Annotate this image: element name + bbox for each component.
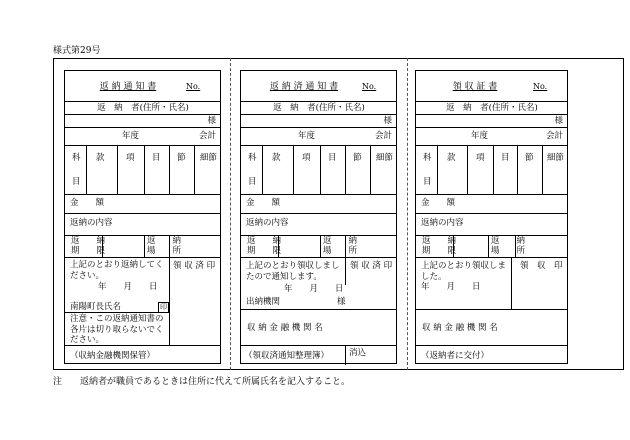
saisetsu-label: 細節 <box>547 153 565 163</box>
place-top: 返 納 <box>147 236 182 246</box>
setsu-label: 節 <box>525 153 534 163</box>
kou-label: 項 <box>126 153 135 163</box>
place-bottom: 場 所 <box>147 246 182 256</box>
setsu-label: 節 <box>177 153 186 163</box>
sama-label: 様 <box>207 116 216 126</box>
moku2-label: 目 <box>501 153 510 163</box>
amount-label: 金 額 <box>421 198 456 208</box>
deadline-top: 返 納 <box>71 236 106 246</box>
place-top: 返 納 <box>323 236 358 246</box>
amount-label: 金 額 <box>70 198 105 208</box>
ka-label: 科 <box>248 153 257 163</box>
card-caption: （収納金融機関保管） <box>70 351 156 361</box>
done-label: 消込 <box>349 348 367 358</box>
card-caption: （領収済通知整理簿） <box>244 351 330 361</box>
sama-label: 様 <box>337 297 346 307</box>
seal-mark: 印 <box>160 303 167 311</box>
deadline-top: 返 納 <box>422 236 457 246</box>
kou-label: 項 <box>302 153 311 163</box>
card-title: 返 納 通 知 書 <box>99 82 157 92</box>
card-title: 領 収 証 書 <box>452 82 498 92</box>
cut-line-2 <box>407 58 408 370</box>
place-bottom: 場 所 <box>323 246 358 256</box>
sama-label: 様 <box>383 116 392 126</box>
setsu-label: 節 <box>353 153 362 163</box>
moku-label: 目 <box>423 177 432 187</box>
date-line: 年 月 日 <box>421 282 481 292</box>
bank-name-label: 収 納 金 融 機 関 名 <box>247 323 323 333</box>
saisetsu-label: 細節 <box>200 153 218 163</box>
no-label: No. <box>362 82 377 91</box>
receipt-stamp-box: 領 収 済 印 <box>350 261 393 271</box>
kou-label: 項 <box>476 153 485 163</box>
amount-label: 金 額 <box>246 198 281 208</box>
moku-label: 目 <box>248 177 257 187</box>
no-label: No. <box>533 82 548 91</box>
receipt-stamp-box: 領 収 済 印 <box>173 261 216 271</box>
moku-label: 目 <box>72 177 81 187</box>
nendo-label: 年度 <box>298 131 316 141</box>
moku2-label: 目 <box>152 153 161 163</box>
kan-label: 款 <box>272 153 281 163</box>
nendo-label: 年度 <box>471 131 489 141</box>
body-text: 上記のとおり領収しました。 <box>421 261 507 282</box>
body-text: 上記のとおり領収しましたので通知します。 <box>246 261 340 282</box>
kaikei-label: 会計 <box>545 131 563 141</box>
deadline-top: 返 納 <box>247 236 282 246</box>
kan-label: 款 <box>447 153 456 163</box>
signer-name: 南陽町長氏名 <box>70 302 122 312</box>
place-bottom: 場 所 <box>491 246 526 256</box>
ka-label: 科 <box>72 153 81 163</box>
caution-note: 注意・この返納通知書の各片は切り取らないでください。 <box>70 314 164 346</box>
content-label: 返納の内容 <box>70 218 113 228</box>
content-label: 返納の内容 <box>421 218 464 228</box>
bank-name-label: 収 納 金 融 機 関 名 <box>422 323 498 333</box>
deadline-bottom: 期 限 <box>422 246 457 256</box>
date-line: 年 月 日 <box>98 282 158 292</box>
payer-label: 返 納 者(住所・氏名) <box>273 103 365 113</box>
no-label: No. <box>186 82 201 91</box>
cut-line-1 <box>230 58 231 370</box>
payer-label: 返 納 者(住所・氏名) <box>97 103 189 113</box>
card-title: 返 納 済 通 知 書 <box>269 82 339 92</box>
sama-label: 様 <box>554 116 563 126</box>
content-label: 返納の内容 <box>246 218 289 228</box>
body-text: 上記のとおり返納してください。 <box>70 260 164 281</box>
deadline-bottom: 期 限 <box>247 246 282 256</box>
footnote: 注 返納者が職員であるときは住所に代えて所属氏名を記入すること。 <box>53 377 351 387</box>
form-number: 様式第29号 <box>53 46 101 56</box>
saisetsu-label: 細節 <box>376 153 394 163</box>
card-paid-notice <box>240 70 397 364</box>
date-line: 年 月 日 <box>284 284 344 294</box>
card-receipt <box>415 70 568 364</box>
place-top: 返 納 <box>491 236 526 246</box>
receipt-stamp-box: 領 収 印 <box>520 261 563 271</box>
deadline-bottom: 期 限 <box>71 246 106 256</box>
nendo-label: 年度 <box>122 131 140 141</box>
kaikei-label: 会計 <box>198 131 216 141</box>
kaikei-label: 会計 <box>374 131 392 141</box>
payer-label: 返 納 者(住所・氏名) <box>446 103 538 113</box>
moku2-label: 目 <box>328 153 337 163</box>
card-return-notice <box>64 70 221 364</box>
kan-label: 款 <box>96 153 105 163</box>
signer-name: 出納機関 <box>246 297 281 307</box>
ka-label: 科 <box>423 153 432 163</box>
card-caption: （返納者に交付） <box>421 351 490 361</box>
